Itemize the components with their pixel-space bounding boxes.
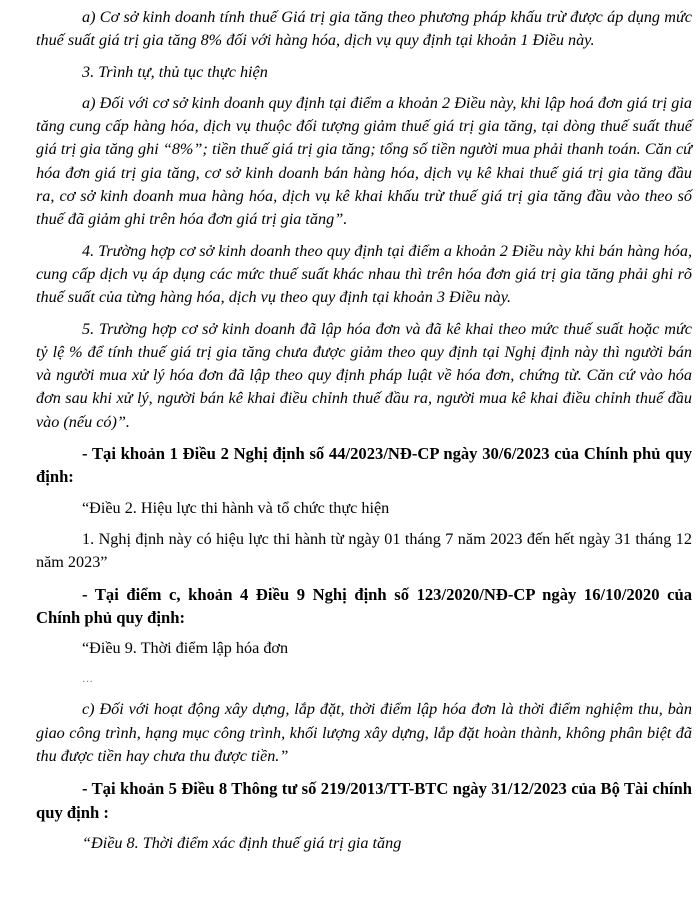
heading-circular-219: - Tại khoản 5 Điều 8 Thông tư số 219/2013/TT-BTC ngày 31/12/2023 của Bộ Tài chính quy định :	[36, 779, 692, 822]
paragraph-multiple-tax-rates: 4. Trường hợp cơ sở kinh doanh theo quy định tại điểm a khoản 2 Điều này khi bán hàng hóa, cung cấp dịch vụ áp dụng các mức thuế suất khác nhau thì trên hóa đơn giá trị gia tăng phải ghi rõ thuế suất của từng hàng hóa, dịch vụ theo quy định tại khoản 3 Điều này.	[36, 241, 692, 307]
paragraph-procedure-heading: 3. Trình tự, thủ tục thực hiện	[82, 62, 268, 81]
heading-decree-44: - Tại khoản 1 Điều 2 Nghị định số 44/2023/NĐ-CP ngày 30/6/2023 của Chính phủ quy định:	[36, 444, 692, 487]
paragraph-construction-invoice-time: c) Đối với hoạt động xây dựng, lắp đặt, thời điểm lập hóa đơn là thời điểm nghiệm thu, bàn giao công trình, hạng mục công trình, khối lượng xây dựng, lắp đặt hoàn thành, không phân biệt đã thu được tiền hay chưa thu được tiền.”	[36, 700, 692, 766]
paragraph-invoice-procedure: a) Đối với cơ sở kinh doanh quy định tại điểm a khoản 2 Điều này, khi lập hoá đơn giá trị gia tăng cung cấp hàng hóa, dịch vụ thuộc đối tượng giảm thuế giá trị gia tăng, tại dòng thuế suất thuế giá trị gia tăng ghi “8%”; tiền thuế giá trị gia tăng; tổng số tiền người mua phải thanh toán. Căn cứ hóa đơn giá trị gia tăng, cơ sở kinh doanh bán hàng hóa, dịch vụ kê khai thuế giá trị gia tăng đầu ra, cơ sở kinh doanh mua hàng hóa, dịch vụ kê khai khấu trừ thuế giá trị gia tăng đầu vào theo số thuế đã giảm ghi trên hóa đơn giá trị gia tăng”.	[36, 93, 692, 229]
paragraph-article-9-title: “Điều 9. Thời điểm lập hóa đơn	[82, 639, 289, 658]
paragraph-effective-date: 1. Nghị định này có hiệu lực thi hành từ ngày 01 tháng 7 năm 2023 đến hết ngày 31 tháng 12 năm 2023”	[36, 529, 692, 572]
paragraph-vat-8-percent: a) Cơ sở kinh doanh tính thuế Giá trị gia tăng theo phương pháp khấu trừ được áp dụng mức thuế suất giá trị gia tăng 8% đối với hàng hóa, dịch vụ quy định tại khoản 1 Điều này.	[36, 8, 692, 50]
ellipsis: …	[82, 673, 93, 686]
paragraph-invoice-adjustment: 5. Trường hợp cơ sở kinh doanh đã lập hóa đơn và đã kê khai theo mức thuế suất hoặc mức tỷ lệ % để tính thuế giá trị gia tăng chưa được giảm theo quy định tại Nghị định này thì người bán và người mua xử lý hóa đơn đã lập theo quy định pháp luật về hóa đơn, chứng từ. Căn cứ vào hóa đơn sau khi xử lý, người bán kê khai điều chỉnh thuế đầu ra, người mua kê khai điều chỉnh thuế đầu vào (nếu có)”.	[36, 319, 692, 431]
heading-decree-123: - Tại điểm c, khoản 4 Điều 9 Nghị định số 123/2020/NĐ-CP ngày 16/10/2020 của Chính phủ quy định:	[36, 584, 692, 627]
paragraph-article-8-title: “Điều 8. Thời điểm xác định thuế giá trị gia tăng	[82, 833, 402, 852]
paragraph-article-2-title: “Điều 2. Hiệu lực thi hành và tổ chức thực hiện	[82, 498, 390, 517]
